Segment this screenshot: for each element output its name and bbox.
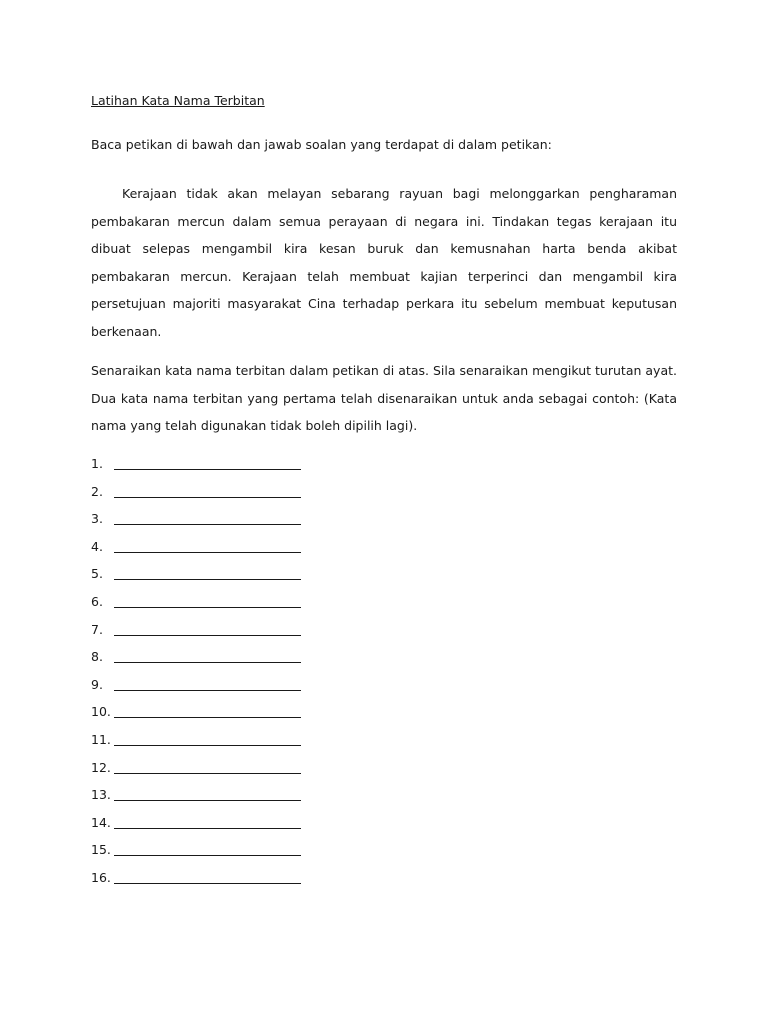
task-instruction: Senaraikan kata nama terbitan dalam petikan di atas. Sila senaraikan mengikut turutan ayat. Dua kata nama terbitan yang pertama telah disenaraikan untuk anda sebagai contoh: (Kata nama yang telah digunakan tidak boleh dipilih lagi). xyxy=(91,363,677,433)
answer-blank-line[interactable] xyxy=(114,618,301,636)
answer-item xyxy=(91,507,321,535)
answer-number: 14. xyxy=(91,814,111,830)
answer-blank-line[interactable] xyxy=(114,783,301,801)
answer-blank-line[interactable] xyxy=(114,452,301,470)
answer-item xyxy=(91,562,321,590)
answer-item xyxy=(91,535,321,563)
answer-blank-line[interactable] xyxy=(114,590,301,608)
answer-item xyxy=(91,480,321,508)
answer-blank-line[interactable] xyxy=(114,507,301,525)
answer-number: 12. xyxy=(91,759,111,775)
answer-item xyxy=(91,645,321,673)
answer-blank-line[interactable] xyxy=(114,700,301,718)
answer-number: 2. xyxy=(91,483,103,499)
answer-item xyxy=(91,700,321,728)
answer-item xyxy=(91,811,321,839)
answer-item xyxy=(91,728,321,756)
answer-number: 11. xyxy=(91,731,111,747)
answer-item xyxy=(91,673,321,701)
answer-blank-line[interactable] xyxy=(114,480,301,498)
answer-number: 7. xyxy=(91,621,103,637)
answer-number: 6. xyxy=(91,593,103,609)
answer-item xyxy=(91,618,321,646)
answer-blank-line[interactable] xyxy=(114,645,301,663)
answer-item xyxy=(91,590,321,618)
answer-number: 8. xyxy=(91,649,103,665)
answer-item xyxy=(91,838,321,866)
answer-blank-line[interactable] xyxy=(114,562,301,580)
answer-item xyxy=(91,452,321,480)
answer-blank-line[interactable] xyxy=(114,535,301,553)
answer-blank-line[interactable] xyxy=(114,866,301,884)
answer-item xyxy=(91,783,321,811)
answer-list xyxy=(91,452,321,894)
answer-number: 13. xyxy=(91,787,111,803)
answer-blank-line[interactable] xyxy=(114,728,301,746)
answer-number: 16. xyxy=(91,869,111,885)
answer-blank-line[interactable] xyxy=(114,838,301,856)
answer-number: 1. xyxy=(91,456,103,471)
reading-passage: Kerajaan tidak akan melayan sebarang rayuan bagi melonggarkan pengharaman pembakaran mercun dalam semua perayaan di negara ini. Tindakan tegas kerajaan itu dibuat selepas mengambil kira kesan buruk dan kemusnahan harta benda akibat pembakaran mercun. Kerajaan telah membuat kajian terperinci dan mengambil kira persetujuan majoriti masyarakat Cina terhadap perkara itu sebelum membuat keputusan berkenaan. xyxy=(91,186,677,339)
answer-number: 5. xyxy=(91,566,103,582)
answer-item xyxy=(91,756,321,784)
answer-number: 9. xyxy=(91,676,103,692)
answer-blank-line[interactable] xyxy=(114,811,301,829)
answer-number: 10. xyxy=(91,704,111,720)
answer-number: 3. xyxy=(91,511,103,527)
answer-number: 4. xyxy=(91,538,103,554)
answer-item xyxy=(91,866,321,894)
answer-blank-line[interactable] xyxy=(114,756,301,774)
answer-number: 15. xyxy=(91,842,111,858)
worksheet-instruction: Baca petikan di bawah dan jawab soalan yang terdapat di dalam petikan: xyxy=(91,137,552,152)
answer-blank-line[interactable] xyxy=(114,673,301,691)
worksheet-title: Latihan Kata Nama Terbitan xyxy=(91,93,265,108)
